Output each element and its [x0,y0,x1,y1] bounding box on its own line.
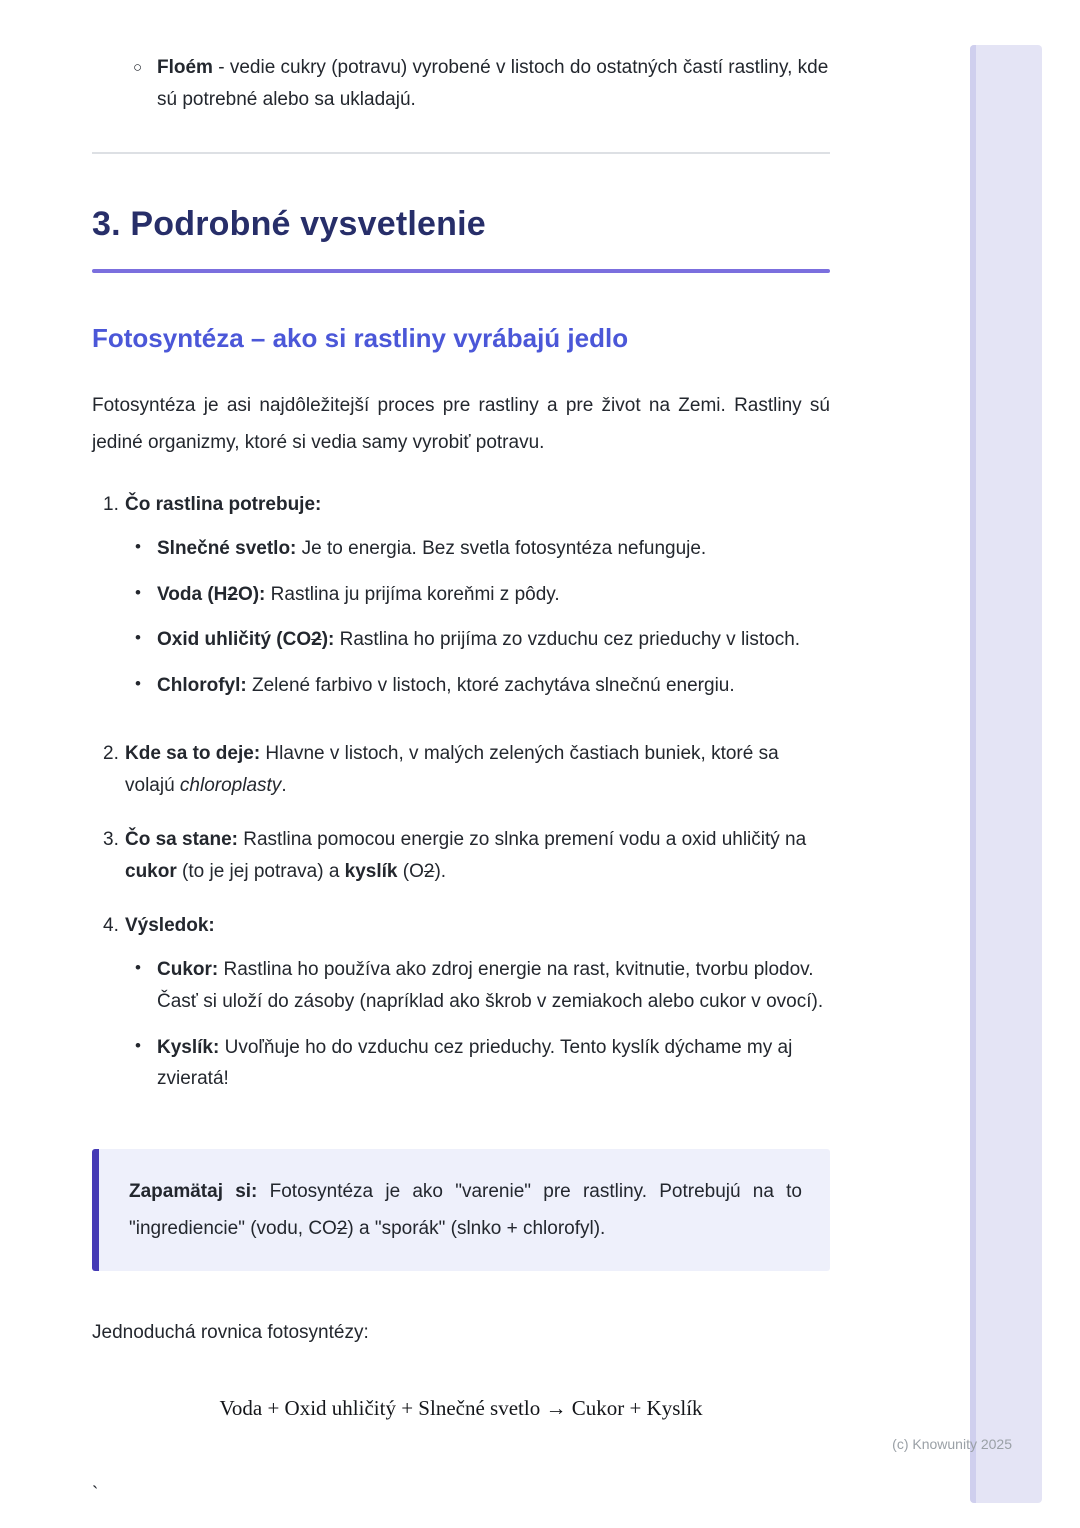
bullet-marker: • [135,957,141,977]
item-number: 4. [103,914,119,936]
item-lead-text: Čo rastlina potrebuje: [125,493,322,515]
list-item [92,910,830,1110]
numbered-list [92,489,830,1110]
list-item [135,954,830,1018]
bullet-text: Kyslík: Uvoľňuje ho do vzduchu cez prieduchy. Tento kyslík dýchame my aj zvieratá! [157,1036,793,1090]
bullet-text: Chlorofyl: Zelené farbivo v listoch, ktoré zachytáva slnečnú energiu. [157,675,735,697]
sub-bullet-list [135,533,830,703]
list-item [135,579,830,611]
section-divider [92,152,830,154]
bullet-text: Floém - vedie cukry (potravu) vyrobené v listoch do ostatných častí rastliny, kde sú potrebné alebo sa ukladajú. [157,57,829,110]
list-item [135,670,830,702]
list-item [135,1032,830,1096]
item-number: 3. [103,829,119,851]
item-lead-text: Čo sa stane: Rastlina pomocou energie zo slnka premení vodu a oxid uhličitý na cukor (to je jej potrava) a kyslík (O2). [125,829,807,882]
list-item [92,52,830,116]
bullet-marker: • [135,582,141,602]
intro-paragraph: Fotosyntéza je asi najdôležitejší proces pre rastliny a pre život na Zemi. Rastliny sú jediné organizmy, ktoré si vedia samy vyrobiť potravu. [92,394,830,453]
bullet-text: Cukor: Rastlina ho používa ako zdroj energie na rast, kvitnutie, tvorbu plodov. Časť si uloží do zásoby (napríklad ako škrob v zemiakoch alebo cukor v ovocí). [157,958,824,1012]
callout-box [92,1149,830,1271]
bullet-marker: • [135,536,141,556]
document-content [92,0,830,1511]
item-number: 1. [103,493,119,515]
bullet-marker: • [135,628,141,648]
item-lead-text: Kde sa to deje: Hlavne v listoch, v malých zelených častiach buniek, ktoré sa volajú chloroplasty. [125,743,779,797]
bullet-text: Voda (H2O): Rastlina ju prijíma koreňmi z pôdy. [157,583,560,605]
subsection-heading: Fotosyntéza – ako si rastliny vyrábajú jedlo [92,322,629,353]
hollow-bullet-marker: ○ [133,59,143,76]
sub-bullet-list [135,954,830,1096]
page-edge-line [970,45,976,1503]
stray-backtick: ` [92,1483,99,1505]
item-number: 2. [103,743,119,765]
list-item [92,738,830,802]
bullet-marker: • [135,674,141,694]
list-item [92,489,830,717]
page-edge-strip [970,45,1042,1503]
heading-underline-rule [92,269,830,273]
footer-credit: (c) Knowunity 2025 [892,1436,1012,1452]
section-heading: 3. Podrobné vysvetlenie [92,204,486,243]
equation-label: Jednoduchá rovnica fotosyntézy: [92,1322,369,1344]
list-item [92,824,830,888]
bullet-text: Oxid uhličitý (CO2): Rastlina ho prijíma zo vzduchu cez prieduchy v listoch. [157,629,801,651]
bullet-text: Slnečné svetlo: Je to energia. Bez svetla fotosyntéza nefunguje. [157,537,707,559]
photosynthesis-equation: Voda + Oxid uhličitý + Slnečné svetlo → Cukor + Kyslík [219,1396,703,1421]
bullet-marker: • [135,1035,141,1055]
item-lead-text: Výsledok: [125,914,215,936]
list-item [135,624,830,656]
callout-text: Zapamätaj si: Fotosyntéza je ako "varenie" pre rastliny. Potrebujú na to "ingrediencie" (vodu, CO2) a "sporák" (slnko + chlorofyl). [129,1181,803,1240]
list-item [135,533,830,565]
